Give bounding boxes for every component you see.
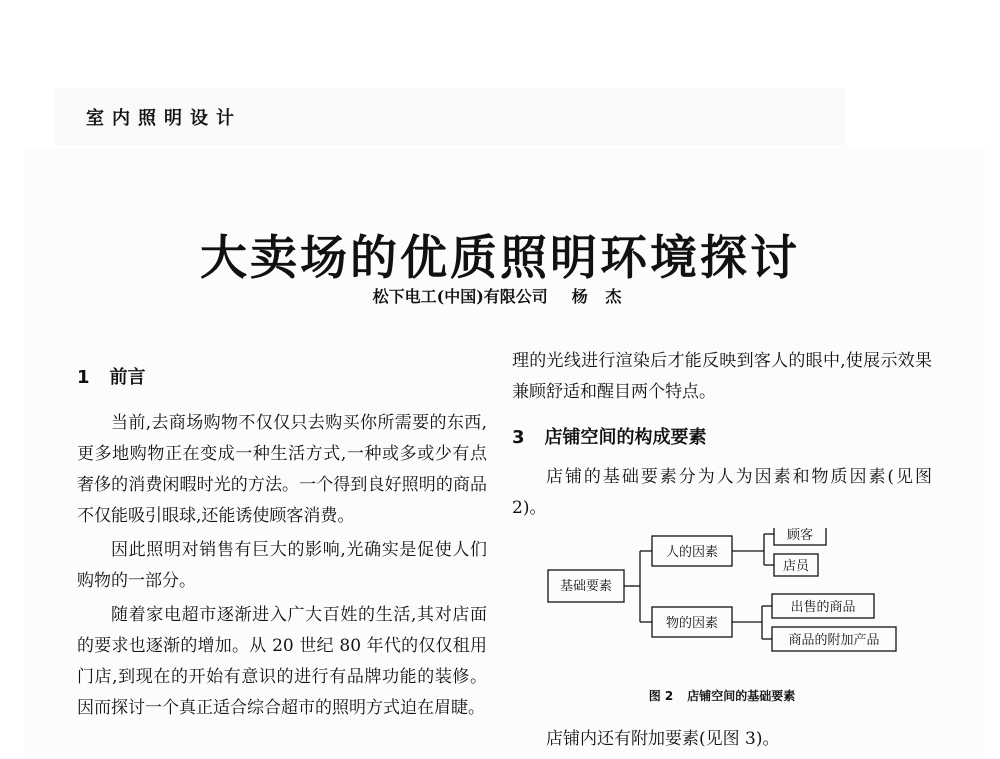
right-column (512, 346, 932, 758)
section-title: 店铺空间的构成要素 (544, 427, 707, 448)
node-branch: 物的因素 (665, 616, 719, 631)
section-number: 1 (77, 367, 90, 388)
node-root: 基础要素 (559, 579, 613, 594)
section-heading-1 (77, 368, 487, 408)
caption-number: 图 2 (648, 689, 674, 703)
continued-paragraph: 理的光线进行渲染后才能反映到客人的眼中,使展示效果兼顾舒适和醒目两个特点。 (512, 351, 932, 402)
figure-caption (512, 686, 932, 706)
node-leaf: 出售的商品 (790, 600, 856, 615)
paragraph: 店铺的基础要素分为人为因素和物质因素(见图 2)。 (512, 467, 932, 518)
paragraph: 随着家电超市逐渐进入广大百姓的生活,其对店面的要求也逐渐的增加。从 20 世纪 80 年代的仅仅租用门店,到现在的开始有意识的进行有品牌功能的装修。因而探讨一个真正适合综合超市的照明方式迫在眉睫。 (77, 605, 487, 718)
article-title: 大卖场的优质照明环境探讨 (200, 231, 800, 287)
figure-2-diagram (512, 528, 932, 678)
caption-text: 店铺空间的基础要素 (687, 689, 796, 703)
section-number: 3 (512, 427, 525, 448)
author-line (0, 284, 1000, 307)
left-column (77, 368, 487, 727)
node-branch: 人的因素 (665, 545, 719, 560)
author-name: 杨 杰 (571, 287, 628, 306)
paragraph: 店铺内还有附加要素(见图 3)。 (546, 729, 780, 749)
paragraph: 当前,去商场购物不仅仅只去购买你所需要的东西,更多地购物正在变成一种生活方式,一种或多或少有点奢侈的消费闲暇时光的方法。一个得到良好照明的商品不仅能吸引眼球,还能诱使顾客消费。 (77, 413, 487, 526)
section-title: 前言 (109, 367, 146, 388)
section-heading-3 (512, 428, 932, 462)
paragraph: 因此照明对销售有巨大的影响,光确实是促使人们购物的一部分。 (77, 540, 487, 591)
tree-diagram (512, 528, 932, 678)
node-leaf: 顾客 (786, 528, 814, 543)
node-leaf: 商品的附加产品 (788, 633, 880, 648)
author-org: 松下电工(中国)有限公司 (372, 287, 548, 306)
node-leaf: 店员 (782, 559, 810, 574)
section-tag: 室内照明设计 (86, 108, 242, 129)
